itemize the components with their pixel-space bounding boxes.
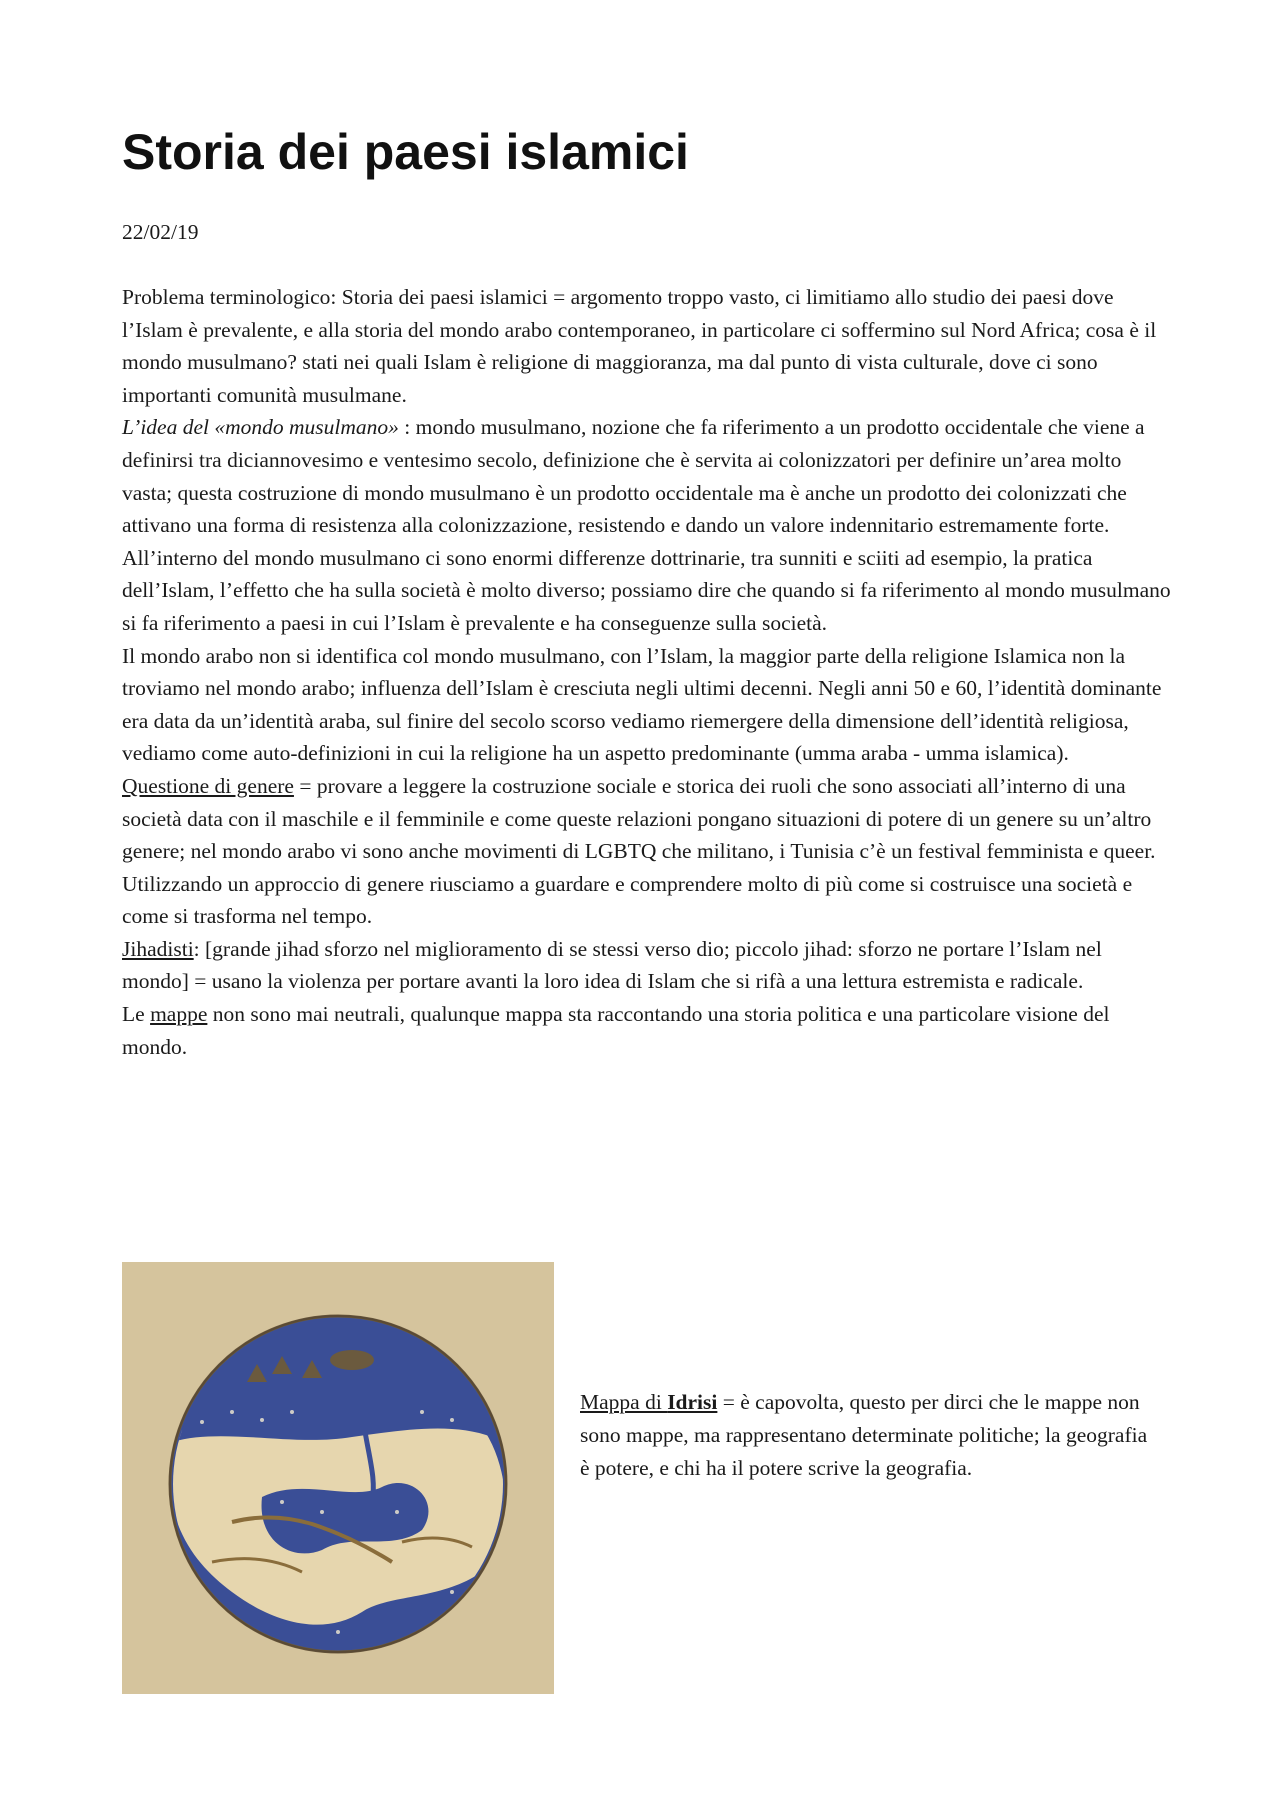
paragraph-maps-text: non sono mai neutrali, qualunque mappa sta raccontando una storia politica e una particolare visione del mondo. — [122, 1002, 1110, 1059]
paragraph-muslim-world — [122, 411, 1172, 541]
paragraph-maps — [122, 998, 1172, 1063]
paragraph-jihadists — [122, 933, 1172, 998]
term-muslim-world: L’idea del «mondo musulmano» — [122, 415, 399, 440]
paragraph-terminology: Problema terminologico: Storia dei paesi islamici = argomento troppo vasto, ci limitiamo allo studio dei paesi dove l’Islam è prevalente, e alla storia del mondo arabo contemporaneo, in particolare ci soffermino sul Nord Africa; cosa è il mondo musulmano? stati nei quali Islam è religione di maggioranza, ma dal punto di vista culturale, dove ci sono importanti comunità musulmane. — [122, 285, 1157, 407]
term-maps: mappe — [150, 1002, 208, 1027]
paragraph-maps-pre: Le — [122, 1002, 151, 1027]
paragraph-jihadists-text: : [grande jihad sforzo nel miglioramento di se stessi verso dio; piccolo jihad: sforzo ne portare l’Islam nel mondo] = usano la violenza per portare avanti la loro idea di Islam che si rifà a una lettura estremista e radicale. — [122, 936, 1102, 994]
paragraph-gender-text: = provare a leggere la costruzione sociale e storica dei ruoli che sono associati all’interno di una società data con il maschile e il femminile e come queste relazioni pongano situazioni di potere di un genere su un’altro genere; nel mondo arabo vi sono anche movimenti di LGBTQ che militano, i Tunisia c’è un festival femminista e queer. Utilizzando un approccio di genere riusciamo a guardare e comprendere molto di più come si costruisce una società e come si trasforma nel tempo. — [122, 773, 1156, 929]
map-caption — [580, 1386, 1160, 1485]
document-title: Storia dei paesi islamici — [122, 124, 689, 180]
document-date: 22/02/19 — [122, 220, 199, 244]
paragraph-arab-world: Il mondo arabo non si identifica col mondo musulmano, con l’Islam, la maggior parte della religione Islamica non la troviamo nel mondo arabo; influenza dell’Islam è cresciuta negli ultimi decenni. Negli anni 50 e 60, l’identità dominante era data da un’identità araba, sul finire del secolo scorso vediamo riemergere della dimensione dell’identità religiosa, vediamo come auto-definizioni in cui la religione ha un aspetto predominante (umma araba - umma islamica). — [122, 643, 1162, 766]
term-jihadists: Jihadisti — [122, 936, 194, 961]
paragraph-muslim-world-text: : mondo musulmano, nozione che fa riferimento a un prodotto occidentale che viene a definirsi tra diciannovesimo e ventesimo secolo, definizione che è servita ai colonizzatori per definire un’area molto vasta; questa costruzione di mondo musulmano è un prodotto occidentale ma è anche un prodotto dei colonizzati che attivano una forma di resistenza alla colonizzazione, resistendo e dando un valore indennitario estremamente forte. — [122, 415, 1145, 538]
idrisi-map-image — [122, 1262, 554, 1694]
paragraph-doctrinal-differences: All’interno del mondo musulmano ci sono enormi differenze dottrinarie, tra sunniti e sciiti ad esempio, la pratica dell’Islam, l’effetto che ha sulla società è molto diverso; possiamo dire che quando si fa riferimento al mondo musulmano si fa riferimento a paesi in cui l’Islam è prevalente e ha conseguenze sulla società. — [122, 545, 1171, 635]
term-gender-question: Questione di genere — [122, 773, 294, 798]
paragraph-gender — [122, 770, 1172, 933]
document-body — [122, 281, 1172, 1063]
caption-text: = è capovolta, questo per dirci che le mappe non sono mappe, ma rappresentano determinate politiche; la geografia è potere, e chi ha il potere scrive la geografia. — [580, 1390, 1148, 1480]
caption-name: Idrisi — [667, 1390, 718, 1414]
caption-label: Mappa di — [580, 1390, 668, 1414]
